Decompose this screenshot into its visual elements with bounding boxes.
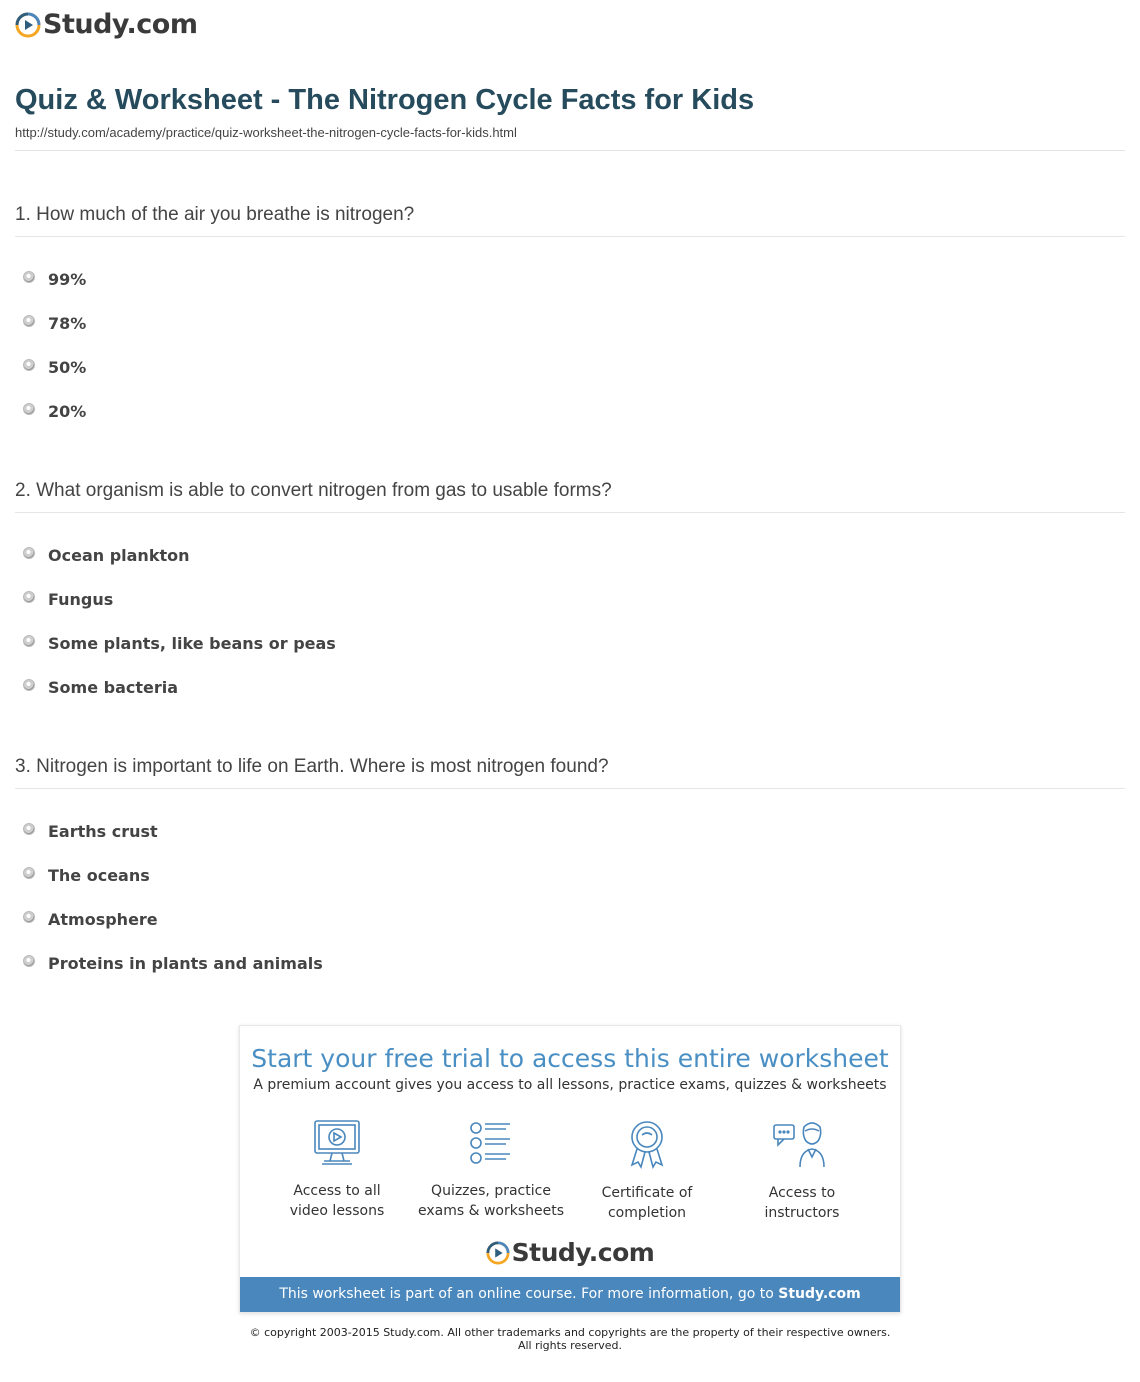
answer-option[interactable] — [15, 533, 1125, 577]
answer-label: The oceans — [48, 865, 150, 885]
answer-label: Earths crust — [48, 821, 158, 841]
answer-label: 20% — [48, 401, 87, 421]
answer-option[interactable] — [15, 897, 1125, 941]
answer-options — [15, 809, 1125, 985]
answer-label: 99% — [48, 269, 87, 289]
feature-label: Certificate of completion — [601, 1185, 693, 1221]
answer-option[interactable] — [15, 941, 1125, 985]
answer-label: 50% — [48, 357, 87, 377]
answer-option[interactable] — [15, 301, 1125, 345]
question-3 — [15, 755, 1125, 985]
radio-button[interactable] — [23, 547, 35, 559]
checklist-icon — [466, 1119, 516, 1167]
answer-label: Atmosphere — [48, 909, 158, 929]
answer-options — [15, 533, 1125, 709]
promo-footer-bar — [240, 1277, 900, 1312]
answer-label: Fungus — [48, 589, 114, 609]
question-text: 3. Nitrogen is important to life on Earth. Where is most nitrogen found? — [15, 755, 1125, 789]
answer-option[interactable] — [15, 621, 1125, 665]
question-text: 1. How much of the air you breathe is nitrogen? — [15, 203, 1125, 237]
promo-footer-link[interactable]: Study.com — [778, 1286, 861, 1302]
feature-instructors — [722, 1119, 882, 1223]
feature-certificate — [567, 1119, 727, 1223]
copyright-line: © copyright 2003-2015 Study.com. All other trademarks and copyrights are the property of their respective owners. — [249, 1326, 891, 1339]
copyright-notice — [0, 1326, 1140, 1352]
study-logo[interactable] — [15, 10, 197, 40]
logo-text: Study.com — [43, 9, 198, 40]
answer-option[interactable] — [15, 389, 1125, 433]
answer-option[interactable] — [15, 257, 1125, 301]
radio-button[interactable] — [23, 911, 35, 923]
answer-option[interactable] — [15, 665, 1125, 709]
radio-button[interactable] — [23, 955, 35, 967]
feature-label: Access to all video lessons — [289, 1183, 385, 1219]
feature-video-lessons — [257, 1119, 417, 1221]
free-trial-promo — [239, 1025, 901, 1313]
answer-label: Proteins in plants and animals — [48, 953, 323, 973]
answer-option[interactable] — [15, 345, 1125, 389]
instructor-chat-icon — [772, 1119, 832, 1169]
certificate-ribbon-icon — [622, 1119, 672, 1169]
radio-button[interactable] — [23, 403, 35, 415]
answer-label: Ocean plankton — [48, 545, 190, 565]
page-url: http://study.com/academy/practice/quiz-worksheet-the-nitrogen-cycle-facts-for-kids.html — [15, 125, 517, 140]
answer-option[interactable] — [15, 853, 1125, 897]
feature-label: Access to instructors — [764, 1185, 840, 1221]
page-title: Quiz & Worksheet - The Nitrogen Cycle Facts for Kids — [15, 84, 755, 116]
answer-option[interactable] — [15, 577, 1125, 621]
answer-label: Some bacteria — [48, 677, 179, 697]
video-lesson-icon — [312, 1119, 362, 1167]
radio-button[interactable] — [23, 359, 35, 371]
feature-quizzes — [411, 1119, 571, 1221]
header-divider — [15, 150, 1125, 151]
promo-footer-text: This worksheet is part of an online course. For more information, go to — [279, 1286, 774, 1302]
radio-button[interactable] — [23, 679, 35, 691]
promo-heading[interactable]: Start your free trial to access this entire worksheet — [251, 1044, 889, 1073]
answer-option[interactable] — [15, 809, 1125, 853]
radio-button[interactable] — [23, 635, 35, 647]
copyright-line: All rights reserved. — [517, 1339, 623, 1352]
radio-button[interactable] — [23, 867, 35, 879]
radio-button[interactable] — [23, 591, 35, 603]
promo-study-logo[interactable] — [240, 1238, 900, 1268]
answer-label: Some plants, like beans or peas — [48, 633, 336, 653]
promo-subheading: A premium account gives you access to all lessons, practice exams, quizzes & worksheets — [253, 1077, 887, 1093]
radio-button[interactable] — [23, 823, 35, 835]
radio-button[interactable] — [23, 271, 35, 283]
question-text: 2. What organism is able to convert nitrogen from gas to usable forms? — [15, 479, 1125, 513]
logo-text: Study.com — [511, 1238, 655, 1267]
feature-label: Quizzes, practice exams & worksheets — [417, 1183, 565, 1219]
radio-button[interactable] — [23, 315, 35, 327]
answer-options — [15, 257, 1125, 433]
play-circle-logo-icon — [486, 1241, 510, 1265]
question-1 — [15, 203, 1125, 433]
question-2 — [15, 479, 1125, 709]
answer-label: 78% — [48, 313, 87, 333]
play-circle-logo-icon — [15, 12, 41, 38]
